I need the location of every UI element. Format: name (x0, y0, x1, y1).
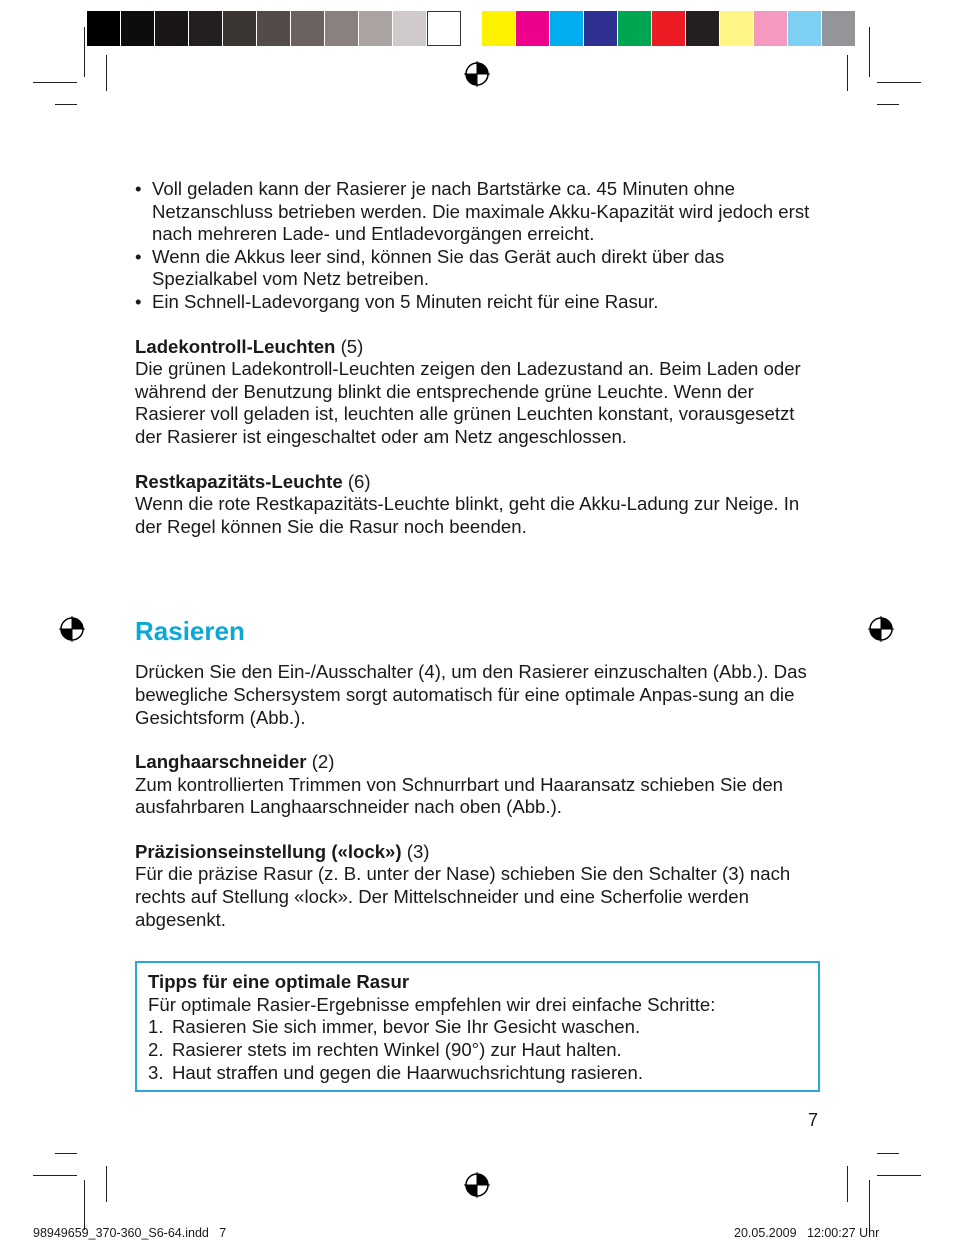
color-swatch (686, 11, 720, 46)
registration-mark-icon (868, 616, 894, 642)
section-text: Zum kontrollierten Trimmen von Schnurrbart und Haaransatz schieben Sie den ausfahrbaren Langhaarschneider nach oben (Abb.). (135, 773, 784, 818)
color-swatch (482, 11, 516, 46)
color-swatch (87, 11, 121, 46)
color-swatch (223, 11, 257, 46)
color-swatch (822, 11, 856, 46)
list-item (148, 1039, 808, 1062)
crop-mark (877, 82, 921, 83)
color-calibration-bar-grayscale (87, 11, 461, 46)
color-swatch (584, 11, 618, 46)
reference-number: (2) (306, 751, 335, 773)
rasieren-intro: Drücken Sie den Ein-/Ausschalter (4), um den Rasierer einzuschalten (Abb.). Das bewegliche Schersystem sorgt automatisch für eine optimale Anpas-sung an die Gesichtsform (Abb.). (135, 661, 807, 728)
crop-mark (84, 1180, 85, 1230)
color-swatch (550, 11, 584, 46)
color-swatch (754, 11, 788, 46)
crop-mark (877, 104, 899, 105)
color-swatch (393, 11, 427, 46)
section-text: Für die präzise Rasur (z. B. unter der Nase) schieben Sie den Schalter (3) nach rechts auf Stellung «lock». Der Mittelschneider und eine Scherfolie werden abgesenkt. (135, 863, 791, 930)
tips-heading-text: Tipps für eine optimale Rasur (148, 971, 410, 993)
color-swatch (155, 11, 189, 46)
color-swatch (427, 11, 461, 46)
registration-mark-icon (59, 616, 85, 642)
section-text: Wenn die rote Restkapazitäts-Leuchte blinkt, geht die Akku-Ladung zur Neige. In der Regel können Sie die Rasur noch beenden. (135, 493, 800, 537)
list-number: 1. (148, 1016, 164, 1038)
page-number: 7 (808, 1110, 819, 1130)
list-text: Rasieren Sie sich immer, bevor Sie Ihr Gesicht waschen. (172, 1016, 641, 1038)
tips-intro: Für optimale Rasier-Ergebnisse empfehlen wir drei einfache Schritte: (148, 993, 716, 1015)
crop-mark (847, 55, 848, 91)
section-langhaarschneider (135, 751, 825, 819)
tips-heading (148, 971, 808, 994)
reference-number: (5) (335, 335, 364, 357)
crop-mark (877, 1175, 921, 1176)
crop-mark (106, 1166, 107, 1202)
crop-mark (33, 82, 77, 83)
color-swatch (652, 11, 686, 46)
crop-mark (869, 27, 870, 77)
color-swatch (121, 11, 155, 46)
section-heading (135, 841, 825, 864)
crop-mark (84, 27, 85, 77)
list-item: • Voll geladen kann der Rasierer je nach Bartstärke ca. 45 Minuten ohne Netzanschluss betrieben werden. Die maximale Akku-Kapazität wird jedoch erst nach mehreren Lade- und Entladevorgängen erreicht. (135, 178, 825, 246)
section-title-rasieren: Rasieren (135, 616, 245, 647)
heading-text: Präzisionseinstellung («lock») (135, 840, 402, 862)
crop-mark (55, 104, 77, 105)
section-praezisionseinstellung (135, 841, 825, 931)
tips-box (135, 961, 820, 1092)
color-swatch (618, 11, 652, 46)
list-number: 2. (148, 1039, 164, 1061)
tips-list (148, 1016, 808, 1084)
registration-mark-icon (464, 1172, 490, 1198)
section-text: Die grünen Ladekontroll-Leuchten zeigen den Ladezustand an. Beim Laden oder während der Benutzung blinkt die entsprechende grüne Leuchte. Wenn der Rasierer voll geladen ist, leuchten alle grünen Leuchten konstant, vorausgesetzt der Rasierer ist eingeschaltet oder am Netz angeschlossen. (135, 358, 801, 447)
list-text: Rasierer stets im rechten Winkel (90°) zur Haut halten. (172, 1039, 622, 1061)
color-swatch (788, 11, 822, 46)
section-heading (135, 471, 825, 494)
color-calibration-bar-color (482, 11, 856, 46)
crop-mark (847, 1166, 848, 1202)
crop-mark (33, 1175, 77, 1176)
registration-mark-icon (464, 61, 490, 87)
section-heading (135, 751, 825, 774)
list-item: • Ein Schnell-Ladevorgang von 5 Minuten reicht für eine Rasur. (135, 291, 825, 314)
color-swatch (720, 11, 754, 46)
color-swatch (325, 11, 359, 46)
crop-mark (106, 55, 107, 91)
footer-timestamp: 20.05.2009 12:00:27 Uhr (734, 1226, 880, 1240)
section-heading (135, 336, 825, 359)
color-swatch (189, 11, 223, 46)
list-text: Haut straffen und gegen die Haarwuchsrichtung rasieren. (172, 1061, 643, 1083)
footer-file-info: 98949659_370-360_S6-64.indd 7 (33, 1226, 227, 1240)
list-item (148, 1062, 808, 1085)
color-swatch (359, 11, 393, 46)
list-item: • Wenn die Akkus leer sind, können Sie das Gerät auch direkt über das Spezialkabel vom Netz betreiben. (135, 246, 825, 291)
heading-text: Ladekontroll-Leuchten (135, 335, 336, 357)
list-number: 3. (148, 1061, 164, 1083)
list-item (148, 1016, 808, 1039)
charging-bullet-list (135, 178, 825, 314)
section-restkapazitaet (135, 471, 825, 539)
section-ladekontroll (135, 336, 825, 449)
crop-mark (877, 1153, 899, 1154)
color-swatch (516, 11, 550, 46)
heading-text: Restkapazitäts-Leuchte (135, 470, 343, 492)
crop-mark (869, 1180, 870, 1230)
page-content (135, 178, 825, 1092)
heading-text: Langhaarschneider (135, 751, 307, 773)
reference-number: (6) (342, 470, 371, 492)
color-swatch (257, 11, 291, 46)
color-swatch (291, 11, 325, 46)
reference-number: (3) (401, 840, 430, 862)
crop-mark (55, 1153, 77, 1154)
